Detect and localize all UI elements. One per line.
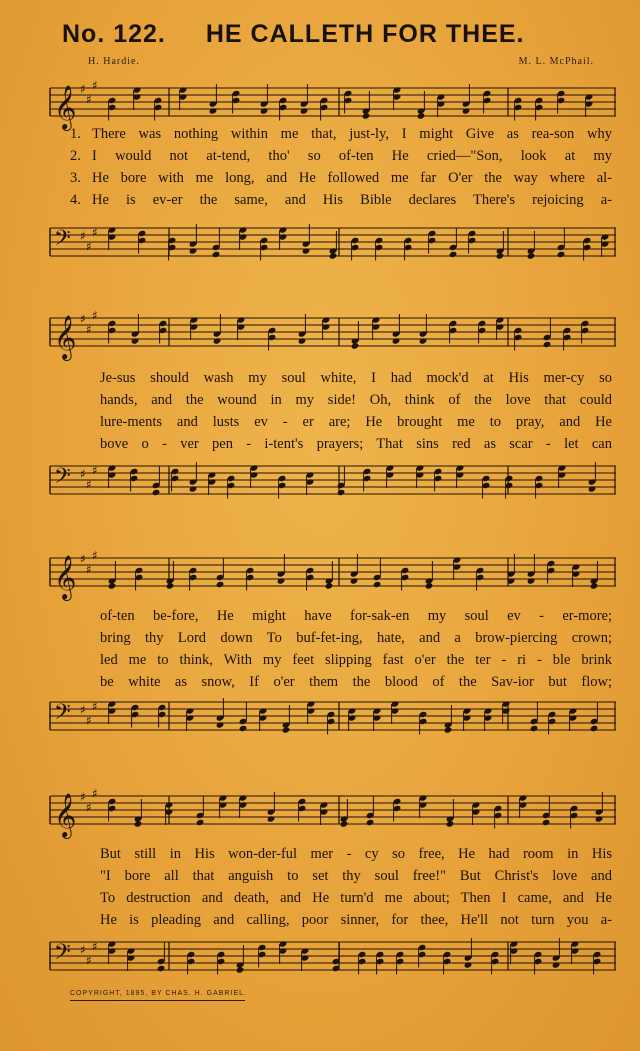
lyricist-credit: H. Hardie. (88, 56, 140, 67)
sharp-icon: ♯ (80, 229, 86, 243)
verse-number: 3. (70, 170, 81, 186)
composer-credit: M. L. McPhail. (518, 56, 594, 67)
notehead-icon (590, 725, 599, 732)
treble-clef-icon: 𝄞 (54, 315, 77, 359)
bass-staff (50, 936, 616, 976)
notehead-icon (392, 337, 401, 344)
sharp-icon: ♯ (80, 943, 86, 957)
sharp-icon: ♯ (86, 713, 92, 728)
lyric-text: He is ev-er the same, and His Bible declares There's rejoicing a- (92, 192, 612, 208)
lyric-text: led me to think, With my feet slipping fast o'er the ter - ri - ble brink (100, 652, 612, 668)
notehead-icon (425, 582, 434, 589)
staff-drawing (50, 696, 616, 736)
lyric-text: lure-ments and lusts ev - er are; He brought me to pray, and He (100, 414, 612, 430)
sharp-icon: ♯ (86, 92, 92, 107)
bass-clef-icon: 𝄢 (54, 464, 71, 494)
lyric-text: He is pleading and calling, poor sinner, for thee, He'll not turn you a- (100, 912, 612, 928)
notehead-icon (196, 819, 205, 826)
notehead-icon (496, 252, 505, 259)
sharp-icon: ♯ (92, 225, 98, 240)
notehead-icon (260, 107, 269, 114)
verse-line-3 (50, 652, 616, 672)
sharp-icon: ♯ (86, 800, 92, 815)
notehead-icon (446, 820, 455, 827)
lyric-text: But still in His won-der-ful mer - cy so free, He had room in His (100, 846, 612, 862)
notehead-icon (351, 342, 360, 349)
verse-number: 2. (70, 148, 81, 164)
notehead-icon (189, 485, 198, 492)
notehead-icon (543, 341, 552, 348)
lyric-text: be white as snow, If o'er them the blood of the Sav-ior but flow; (100, 674, 612, 690)
verse-line-4 (50, 912, 616, 932)
notehead-icon (300, 107, 309, 114)
lyric-text: bove o - ver pen - i-tent's prayers; That sins red as scar - let can (100, 436, 612, 452)
treble-staff (50, 308, 616, 359)
notehead-icon (239, 725, 248, 732)
notehead-icon (557, 251, 566, 258)
staff-drawing (50, 936, 616, 976)
sharp-icon: ♯ (86, 477, 92, 492)
notehead-icon (527, 252, 536, 259)
sharp-icon: ♯ (92, 786, 98, 801)
verse-line-2 (50, 148, 616, 168)
sharp-icon: ♯ (86, 239, 92, 254)
notehead-icon (216, 721, 225, 728)
sharp-icon: ♯ (80, 312, 86, 326)
notehead-icon (282, 726, 291, 733)
notehead-icon (216, 581, 225, 588)
sharp-icon: ♯ (80, 790, 86, 804)
notehead-icon (209, 107, 218, 114)
sharp-icon: ♯ (92, 548, 98, 563)
sharp-icon: ♯ (86, 953, 92, 968)
notehead-icon (302, 247, 311, 254)
verse-line-2 (50, 630, 616, 650)
notehead-icon (189, 247, 198, 254)
notehead-icon (542, 819, 551, 826)
notehead-icon (277, 577, 286, 584)
lyric-text: I would not at-tend, tho' so of-ten He cried—"Son, look at my (92, 148, 612, 164)
sharp-icon: ♯ (86, 562, 92, 577)
verse-line-3 (50, 414, 616, 434)
sharp-icon: ♯ (80, 552, 86, 566)
notehead-icon (530, 725, 539, 732)
sharp-icon: ♯ (92, 463, 98, 478)
lyric-text: Je-sus should wash my soul white, I had mock'd at His mer-cy so (100, 370, 612, 386)
notehead-icon (373, 581, 382, 588)
lyric-text: bring thy Lord down To buf-fet-ing, hate, and a brow-piercing crown; (100, 630, 612, 646)
music-system-4 (50, 780, 616, 980)
copyright-notice: COPYRIGHT, 1895, BY CHAS. H. GABRIEL. (70, 990, 247, 997)
verse-line-4 (50, 674, 616, 694)
sharp-icon: ♯ (80, 467, 86, 481)
hymn-heading (62, 20, 524, 49)
music-system-2 (50, 302, 616, 502)
sharp-icon: ♯ (92, 78, 98, 93)
notehead-icon (337, 489, 346, 496)
lyric-text: There was nothing within me that, just-ly, I might Give as rea-son why (92, 126, 612, 142)
bass-staff (50, 222, 616, 262)
notehead-icon (552, 961, 561, 968)
staff-drawing (50, 548, 616, 599)
bass-staff (50, 696, 616, 736)
lyric-text: "I bore all that anguish to set thy soul free!" But Christ's love and (100, 868, 612, 884)
staff-drawing (50, 308, 616, 359)
notehead-icon (267, 815, 276, 822)
verse-line-2 (50, 868, 616, 888)
treble-clef-icon: 𝄞 (54, 793, 77, 837)
music-system-1 (50, 72, 616, 272)
treble-staff (50, 786, 616, 837)
sharp-icon: ♯ (80, 82, 86, 96)
notehead-icon (298, 337, 307, 344)
verse-number: 4. (70, 192, 81, 208)
bass-staff (50, 460, 616, 500)
lyric-text: hands, and the wound in my side! Oh, think of the love that could (100, 392, 612, 408)
lyric-text: of-ten be-fore, He might have for-sak-en my soul ev - er-more; (100, 608, 612, 624)
notehead-icon (366, 819, 375, 826)
notehead-icon (157, 965, 166, 972)
notehead-icon (108, 582, 117, 589)
notehead-icon (131, 337, 140, 344)
sharp-icon: ♯ (86, 322, 92, 337)
lyric-text: He bore with me long, and He followed me far O'er the way where al- (92, 170, 612, 186)
notehead-icon (325, 582, 334, 589)
hymn-title: HE CALLETH FOR THEE. (205, 20, 525, 48)
lyric-text: To destruction and death, and He turn'd me about; Then I came, and He (100, 890, 612, 906)
verse-line-3 (50, 170, 616, 190)
copyright-rule (70, 1000, 245, 1001)
notehead-icon (444, 726, 453, 733)
notehead-icon (329, 252, 338, 259)
sharp-icon: ♯ (92, 939, 98, 954)
treble-staff (50, 548, 616, 599)
bass-clef-icon: 𝄢 (54, 700, 71, 730)
verse-line-1 (50, 126, 616, 146)
notehead-icon (152, 489, 161, 496)
verse-line-4 (50, 436, 616, 456)
notehead-icon (590, 582, 599, 589)
notehead-icon (350, 577, 359, 584)
sharp-icon: ♯ (80, 703, 86, 717)
treble-staff (50, 78, 616, 129)
notehead-icon (236, 966, 245, 973)
notehead-icon (362, 112, 371, 119)
notehead-icon (417, 112, 426, 119)
treble-clef-icon: 𝄞 (54, 555, 77, 599)
notehead-icon (595, 815, 604, 822)
treble-clef-icon: 𝄞 (54, 85, 77, 129)
notehead-icon (588, 485, 597, 492)
sharp-icon: ♯ (92, 699, 98, 714)
verse-line-1 (50, 370, 616, 390)
notehead-icon (462, 107, 471, 114)
notehead-icon (340, 820, 349, 827)
notehead-icon (166, 582, 175, 589)
verse-line-3 (50, 890, 616, 910)
notehead-icon (464, 961, 473, 968)
notehead-icon (134, 820, 143, 827)
notehead-icon (213, 337, 222, 344)
notehead-icon (449, 251, 458, 258)
verse-number: 1. (70, 126, 81, 142)
hymn-number: No. 122. (62, 20, 166, 48)
staff-drawing (50, 460, 616, 500)
verse-line-1 (50, 846, 616, 866)
verse-line-1 (50, 608, 616, 628)
notehead-icon (419, 337, 428, 344)
staff-drawing (50, 222, 616, 262)
staff-drawing (50, 78, 616, 129)
bass-clef-icon: 𝄢 (54, 940, 71, 970)
notehead-icon (212, 251, 221, 258)
verse-line-4 (50, 192, 616, 212)
notehead-icon (527, 577, 536, 584)
verse-line-2 (50, 392, 616, 412)
staff-drawing (50, 786, 616, 837)
sharp-icon: ♯ (92, 308, 98, 323)
bass-clef-icon: 𝄢 (54, 226, 71, 256)
music-system-3 (50, 540, 616, 740)
